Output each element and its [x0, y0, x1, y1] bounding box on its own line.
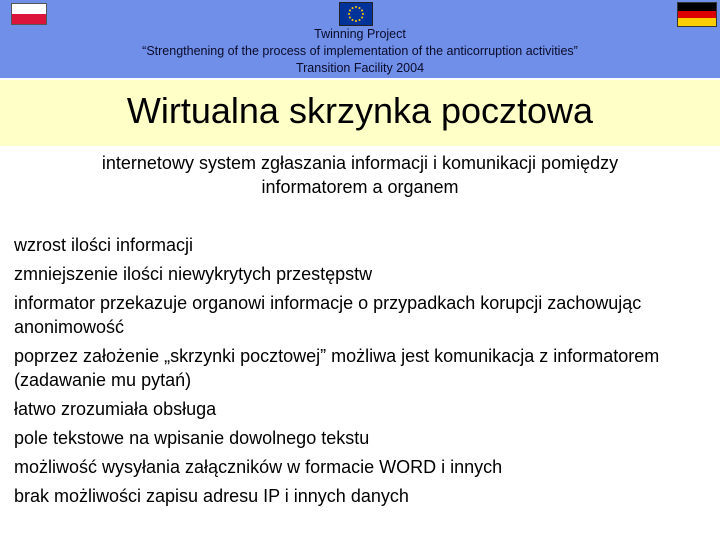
bullet-list [14, 233, 714, 513]
eu-star-icon [349, 10, 351, 12]
flag-germany-icon [677, 2, 717, 27]
eu-star-icon [362, 13, 364, 15]
slide-title: Wirtualna skrzynka pocztowa [126, 90, 594, 131]
eu-star-icon [359, 19, 361, 21]
eu-stars [340, 3, 372, 25]
bullet-item: poprzez założenie „skrzynki pocztowej” możliwa jest komunikacja z informatorem (zadawanie mu pytań) [14, 346, 660, 390]
eu-star-icon [352, 7, 354, 9]
bullet-item: możliwość wysyłania załączników w formacie WORD i innych [14, 457, 503, 477]
eu-star-icon [355, 20, 357, 22]
eu-star-icon [359, 7, 361, 9]
flag-poland-icon [11, 3, 47, 25]
bullet-item: brak możliwości zapisu adresu IP i innych danych [14, 486, 409, 506]
bullet-item: łatwo zrozumiała obsługa [14, 399, 217, 419]
bullet-item: pole tekstowe na wpisanie dowolnego tekstu [14, 428, 370, 448]
eu-star-icon [352, 19, 354, 21]
eu-star-icon [355, 6, 357, 8]
eu-star-icon [348, 13, 350, 15]
project-program: Transition Facility 2004 [295, 61, 425, 75]
slide-subtitle: internetowy system zgłaszania informacji i komunikacji pomiędzy informatorem a organem [101, 153, 619, 197]
eu-star-icon [361, 17, 363, 19]
eu-star-icon [361, 10, 363, 12]
bullet-item: zmniejszenie ilości niewykrytych przestępstw [14, 264, 373, 284]
eu-star-icon [349, 17, 351, 19]
project-description: “Strengthening of the process of implementation of the anticorruption activities” [142, 44, 578, 58]
bullet-item: informator przekazuje organowi informacje o przypadkach korupcji zachowując anonimowość [14, 293, 642, 337]
bullet-item: wzrost ilości informacji [14, 235, 194, 255]
flag-eu-icon [339, 2, 373, 26]
project-name: Twinning Project [314, 27, 406, 41]
